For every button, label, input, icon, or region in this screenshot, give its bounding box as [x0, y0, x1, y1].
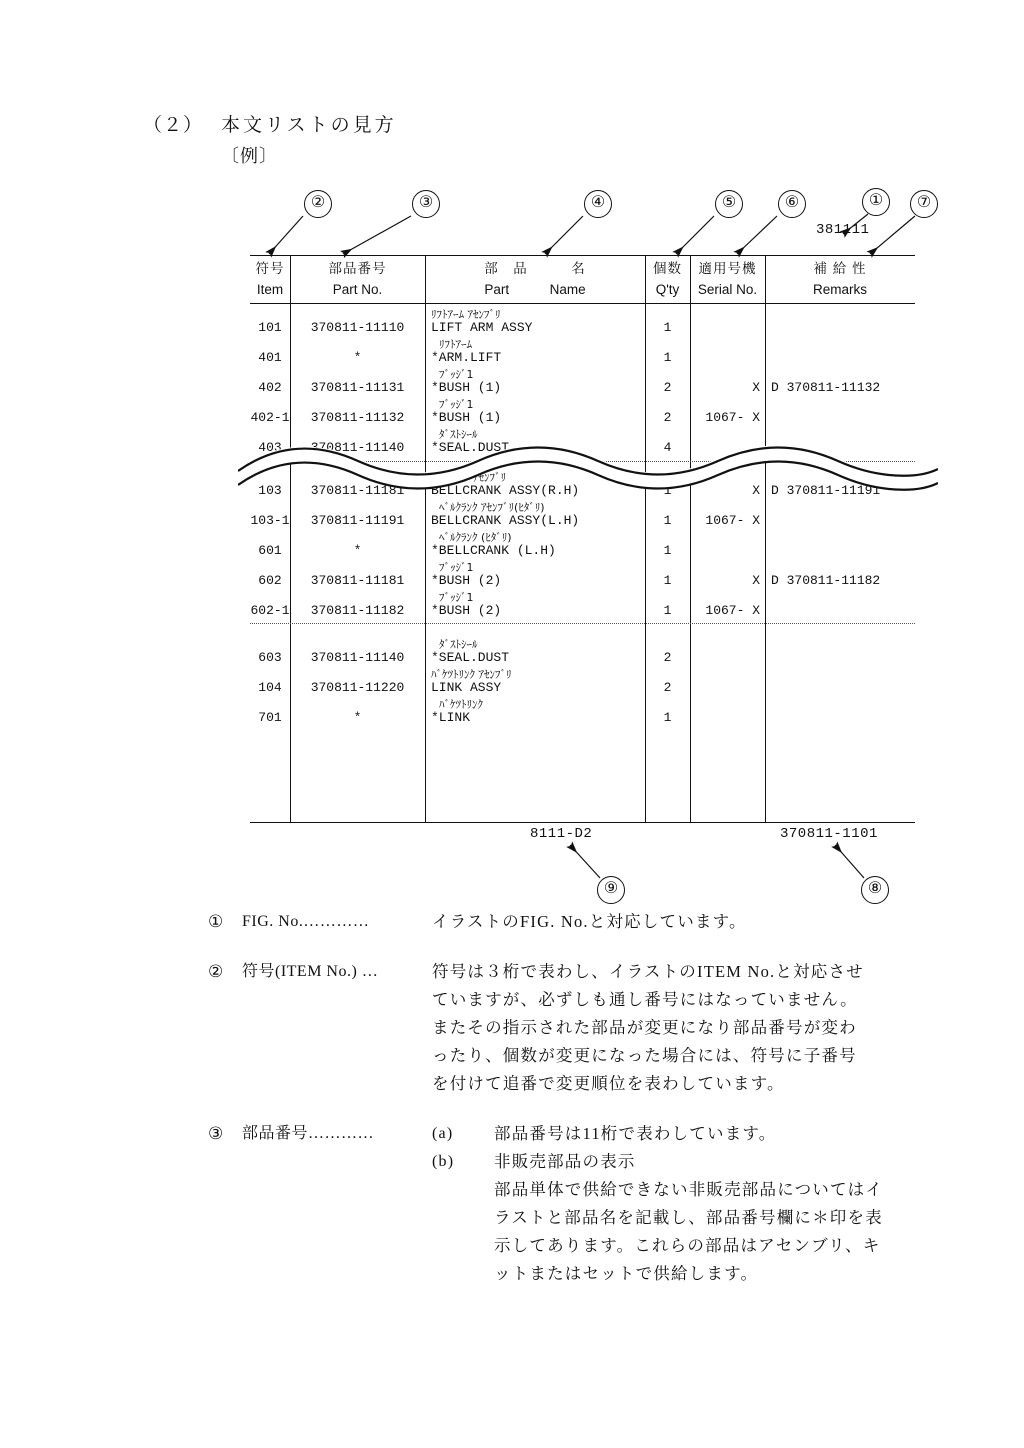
cell-part-no: 370811-11131 [310, 380, 405, 395]
column-header-remarks-en: Remarks [812, 282, 867, 297]
column-header-qty-en: Q'ty [655, 282, 680, 297]
callout-2: ② [304, 190, 332, 218]
cell-part-no: * [353, 350, 362, 365]
cell-part-no: 370811-11182 [310, 603, 405, 618]
cell-serial: 1067- X [705, 603, 760, 618]
row-kana: ﾍﾞﾙｸﾗﾝｸ ｱｾﾝﾌﾞﾘ(ﾋﾀﾞﾘ) [439, 501, 545, 514]
note-line: ラストと部品名を記載し、部品番号欄に＊印を表 [494, 1208, 883, 1227]
note-term: 符号(ITEM No.) … [242, 963, 379, 980]
cell-qty: 1 [663, 320, 672, 335]
callout-4: ④ [584, 190, 612, 218]
note-item-1 [208, 908, 998, 936]
cell-name: *BUSH (1) [431, 380, 502, 395]
note-line: またその指示された部品が変更になり部品番号が変わ [432, 1018, 857, 1037]
cell-qty: 1 [663, 543, 672, 558]
callout-6: ⑥ [778, 190, 806, 218]
note-sub-a [432, 1120, 998, 1148]
cell-name: *BUSH (2) [431, 573, 502, 588]
cell-qty: 1 [663, 513, 672, 528]
cell-name: *BELLCRANK (L.H) [431, 543, 556, 558]
cell-item: 403 [258, 440, 282, 455]
note-line: ていますが、必ずしも通し番号にはなっていません。 [432, 990, 858, 1009]
row-kana: ﾊﾞｹﾂﾄﾘﾝｸ [439, 698, 483, 711]
cell-serial: X [752, 573, 760, 588]
cell-item: 602-1 [250, 603, 290, 618]
cell-serial: X [752, 380, 760, 395]
note-marker: ② [208, 962, 224, 982]
column-header-item-jp: 符号 [255, 261, 285, 276]
cell-item: 101 [258, 320, 282, 335]
cell-name: *SEAL.DUST [431, 650, 510, 665]
note-item-2 [208, 958, 998, 1098]
note-sub-body [494, 1120, 998, 1148]
row-kana: ﾀﾞｽﾄｼｰﾙ [439, 428, 478, 441]
cell-qty: 4 [663, 440, 672, 455]
cell-qty: 2 [663, 380, 672, 395]
cell-item: 603 [258, 650, 282, 665]
note-marker: ① [208, 912, 224, 932]
callout-9: ⑨ [597, 876, 625, 904]
cell-item: 104 [258, 680, 282, 695]
callout-1: ① [862, 188, 890, 216]
cell-qty: 2 [663, 680, 672, 695]
cell-name: *BUSH (2) [431, 603, 502, 618]
row-kana: ﾊﾞｹﾂﾄﾘﾝｸ ｱｾﾝﾌﾞﾘ [431, 668, 512, 681]
row-kana: ﾌﾞｯｼﾞ1 [439, 591, 474, 604]
cell-item: 401 [258, 350, 282, 365]
note-line: 部品単体で供給できない非販売部品についてはイ [494, 1180, 884, 1199]
cell-part-no: 370811-11132 [310, 410, 405, 425]
cell-remarks: D 370811-11191 [771, 483, 881, 498]
note-sub-marker: (b) [432, 1153, 455, 1170]
cell-part-no: 370811-11191 [310, 513, 405, 528]
cell-name: *ARM.LIFT [431, 350, 502, 365]
cell-qty: 1 [663, 483, 672, 498]
row-kana: ﾍﾞﾙｸﾗﾝｸ (ﾋﾀﾞﾘ) [439, 531, 512, 544]
column-header-part-name-jp: 部 品 名 [484, 261, 586, 276]
row-kana: ﾌﾞｯｼﾞ1 [439, 398, 474, 411]
cell-name: *LINK [431, 710, 471, 725]
column-header-part-no-en: Part No. [332, 282, 383, 297]
row-kana: ﾘﾌﾄｱｰﾑ [439, 338, 472, 351]
cell-item: 103-1 [250, 513, 290, 528]
cell-part-no: 370811-11181 [310, 483, 405, 498]
note-sub-body [494, 1148, 998, 1288]
callout-5: ⑤ [715, 190, 743, 218]
figure-code-label: 8111-D2 [530, 826, 593, 842]
cell-part-no: 370811-11110 [310, 320, 405, 335]
page-title: 本文リストの見方 [221, 115, 397, 136]
note-line: イラストのFIG. No.と対応しています。 [432, 912, 747, 931]
note-line: ットまたはセットで供給します。 [494, 1264, 759, 1283]
note-body [432, 1120, 998, 1288]
fig-number-value: 381111 [816, 222, 870, 238]
cell-name: *SEAL.DUST [431, 440, 510, 455]
cell-part-no: * [353, 710, 362, 725]
cell-name: BELLCRANK ASSY(R.H) [431, 483, 580, 498]
cell-item: 103 [258, 483, 282, 498]
cell-item: 601 [258, 543, 282, 558]
note-line: ったり、個数が変更になった場合には、符号に子番号 [432, 1046, 857, 1065]
cell-qty: 1 [663, 573, 672, 588]
note-sub-marker: (a) [432, 1125, 454, 1142]
column-header-remarks-jp: 補 給 性 [813, 261, 867, 276]
cell-name: BELLCRANK ASSY(L.H) [431, 513, 580, 528]
callout-3: ③ [412, 190, 440, 218]
cell-part-no: 370811-11140 [310, 650, 405, 665]
note-term: FIG. No.………… [242, 913, 370, 930]
row-kana: ﾍﾞﾙｸﾗﾝｸ ｱｾﾝﾌﾞﾘ [431, 471, 506, 484]
cell-serial: 1067- X [705, 513, 760, 528]
note-line: 部品番号は11桁で表わしています。 [494, 1124, 777, 1143]
note-sub-b [432, 1148, 998, 1288]
note-line: を付けて追番で変更順位を表わしています。 [432, 1074, 785, 1093]
cell-item: 402-1 [250, 410, 290, 425]
column-header-serial-no-jp: 適用号機 [698, 261, 757, 276]
legend-notes [208, 908, 998, 1298]
cell-qty: 1 [663, 710, 672, 725]
heading-number: （２） [143, 115, 204, 136]
cell-part-no: * [353, 543, 362, 558]
cell-qty: 1 [663, 350, 672, 365]
note-body [432, 908, 998, 936]
cell-qty: 2 [663, 410, 672, 425]
row-kana: ﾘﾌﾄｱｰﾑ ｱｾﾝﾌﾞﾘ [431, 308, 501, 321]
column-header-qty-jp: 個数 [653, 261, 682, 276]
cell-part-no: 370811-11220 [310, 680, 405, 695]
cell-name: LIFT ARM ASSY [431, 320, 533, 335]
cell-serial: 1067- X [705, 410, 760, 425]
cell-part-no: 370811-11181 [310, 573, 405, 588]
cell-serial: X [752, 483, 760, 498]
cell-item: 602 [258, 573, 282, 588]
cell-qty: 1 [663, 603, 672, 618]
heading-subtitle: 〔例〕 [221, 146, 278, 166]
cell-name: *BUSH (1) [431, 410, 502, 425]
cell-remarks: D 370811-11132 [771, 380, 881, 395]
column-header-item-en: Item [256, 282, 284, 297]
column-header-serial-no-en: Serial No. [697, 282, 758, 297]
cell-item: 701 [258, 710, 282, 725]
callout-8: ⑧ [861, 876, 889, 904]
cell-item: 402 [258, 380, 282, 395]
note-line: 符号は３桁で表わし、イラストのITEM No.と対応させ [432, 962, 864, 981]
note-line: 非販売部品の表示 [494, 1152, 636, 1171]
callout-7: ⑦ [910, 190, 938, 218]
cell-qty: 2 [663, 650, 672, 665]
row-kana: ﾀﾞｽﾄｼｰﾙ [439, 638, 478, 651]
column-header-part-no-jp: 部品番号 [328, 261, 387, 276]
row-kana: ﾌﾞｯｼﾞ1 [439, 561, 474, 574]
note-line: 示してあります。これらの部品はアセンブリ、キ [494, 1236, 881, 1255]
note-body [432, 958, 998, 1098]
row-kana: ﾌﾞｯｼﾞ1 [439, 368, 474, 381]
note-term: 部品番号………… [242, 1125, 375, 1142]
column-header-part-name-en: Part Name [484, 282, 586, 297]
drawing-code-label: 370811-1101 [780, 826, 878, 842]
note-item-3 [208, 1120, 998, 1288]
cell-remarks: D 370811-11182 [771, 573, 881, 588]
cell-name: LINK ASSY [431, 680, 502, 695]
note-marker: ③ [208, 1124, 224, 1144]
cell-part-no: 370811-11140 [310, 440, 405, 455]
